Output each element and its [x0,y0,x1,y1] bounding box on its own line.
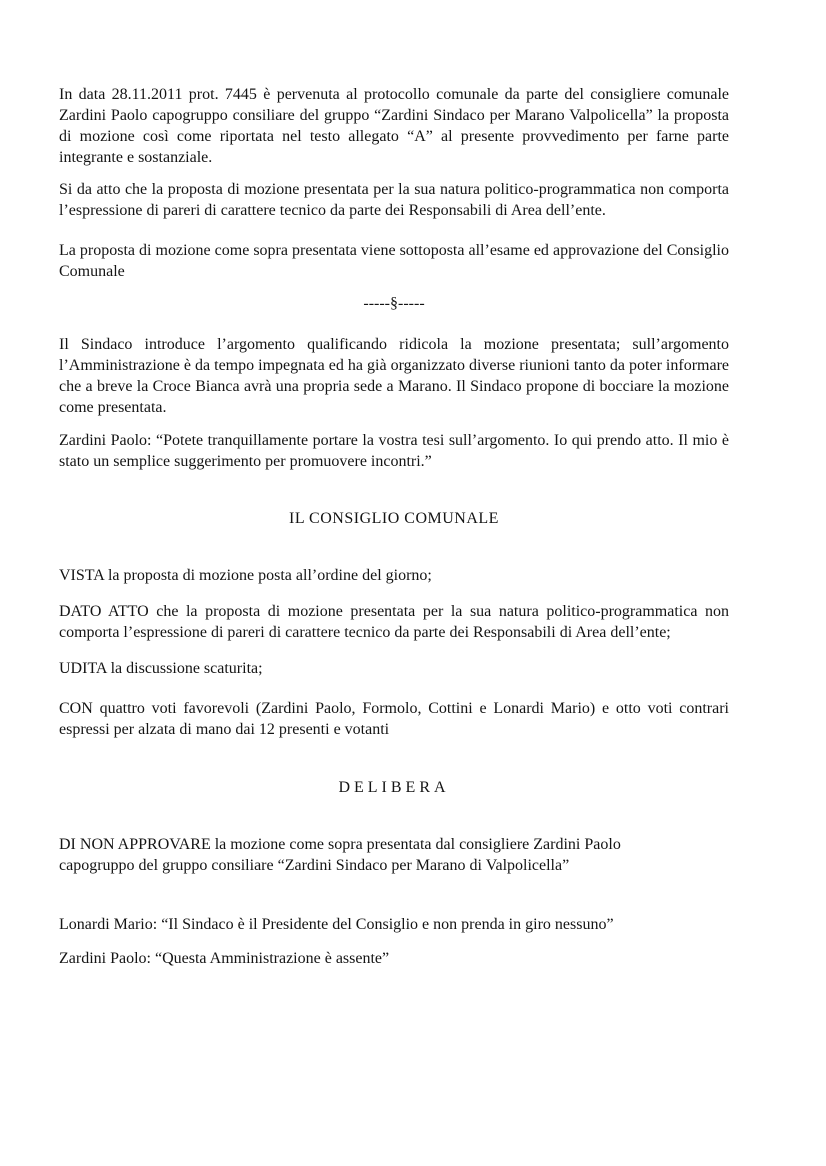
delibera-heading: DELIBERA [338,779,450,796]
closing-zardini: Zardini Paolo: “Questa Amministrazione è assente” [59,950,390,967]
council-heading: IL CONSIGLIO COMUNALE [289,510,499,527]
paragraph-natura: Si da atto che la proposta di mozione presentata per la sua natura politico-programmatica non comporta l’espressione di pareri di carattere tecnico da parte dei Responsabili di Area dell’ente. [59,181,729,219]
section-separator: -----§----- [363,295,425,312]
decision-text: DI NON APPROVARE la mozione come sopra presentata dal consigliere Zardini Paolo capogruppo del gruppo consiliare “Zardini Sindaco per Marano di Valpolicella” [59,836,621,874]
paragraph-zardini-statement: Zardini Paolo: “Potete tranquillamente portare la vostra tesi sull’argomento. Io qui prendo atto. Il mio è stato un semplice suggerimento per promuovere incontri.” [59,432,729,470]
consideration-udita: UDITA la discussione scaturita; [59,660,263,677]
consideration-vista: VISTA la proposta di mozione posta all’ordine del giorno; [59,567,432,584]
paragraph-sindaco: Il Sindaco introduce l’argomento qualificando ridicola la mozione presentata; sull’argomento l’Amministrazione è da tempo impegnata ed ha già organizzato diverse riunioni tanto da poter informare che a breve la Croce Bianca avrà una propria sede a Marano. Il Sindaco propone di bocciare la mozione come presentata. [59,336,729,416]
closing-lonardi: Lonardi Mario: “Il Sindaco è il Presidente del Consiglio e non prenda in giro nessuno” [59,916,614,933]
consideration-voti: CON quattro voti favorevoli (Zardini Paolo, Formolo, Cottini e Lonardi Mario) e otto voti contrari espressi per alzata di mano dai 12 presenti e votanti [59,700,729,738]
consideration-dato-atto: DATO ATTO che la proposta di mozione presentata per la sua natura politico-programmatica non comporta l’espressione di pareri di carattere tecnico da parte dei Responsabili di Area dell’ente; [59,603,729,641]
paragraph-intro: In data 28.11.2011 prot. 7445 è pervenuta al protocollo comunale da parte del consigliere comunale Zardini Paolo capogruppo consiliare del gruppo “Zardini Sindaco per Marano Valpolicella” la proposta di mozione così come riportata nel testo allegato “A” al presente provvedimento per farne parte integrante e sostanziale. [59,86,729,166]
paragraph-esame: La proposta di mozione come sopra presentata viene sottoposta all’esame ed approvazione del Consiglio Comunale [59,242,729,280]
